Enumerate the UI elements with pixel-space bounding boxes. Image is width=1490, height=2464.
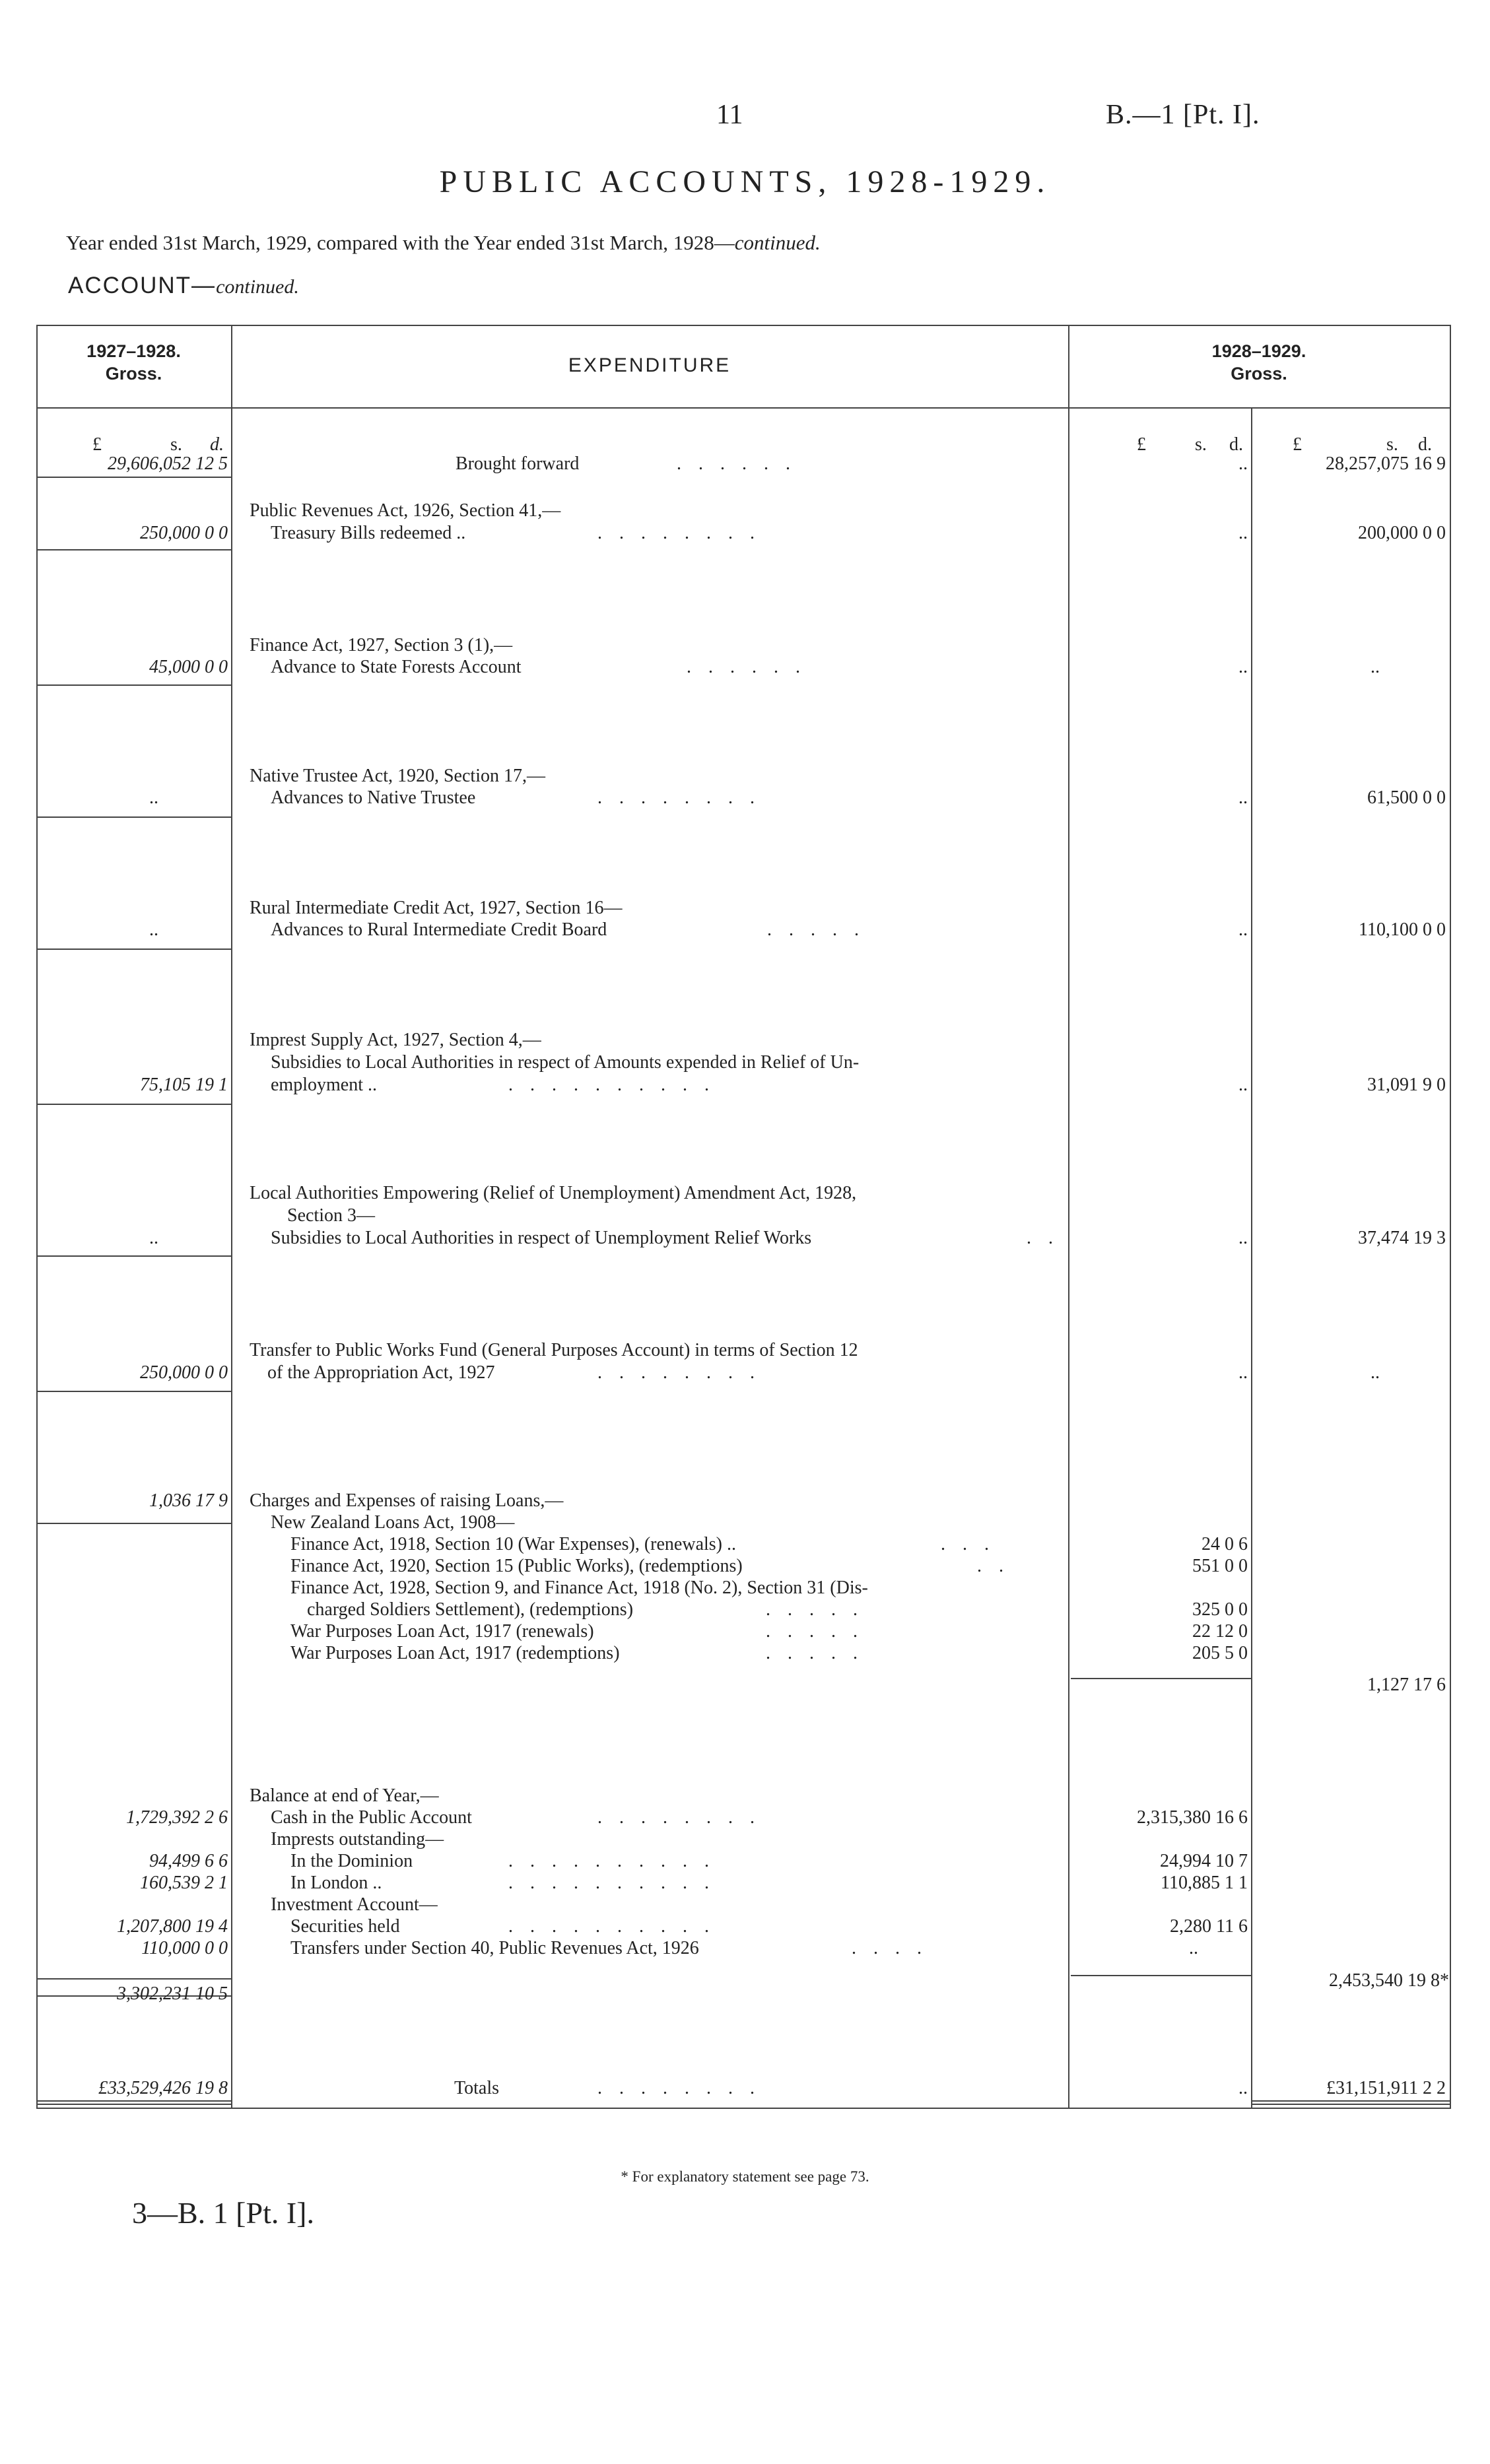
col-divider-3 <box>1251 407 1252 2108</box>
loan-item-amount: 551 0 0 <box>1192 1556 1248 1576</box>
gross-amount: .. <box>1371 1362 1380 1383</box>
row-heading: Public Revenues Act, 1926, Section 41,— <box>250 500 561 521</box>
row-heading-cont: Section 3— <box>287 1205 375 1226</box>
totals-rule <box>1251 2100 1450 2102</box>
loan-item-amount: 24 0 6 <box>1202 1534 1248 1554</box>
row-separator <box>36 549 231 550</box>
table-top-border <box>36 325 1451 326</box>
loan-item-amount: 22 12 0 <box>1192 1621 1248 1642</box>
leader-dots: ........ <box>597 787 772 808</box>
prev-amount: 1,036 17 9 <box>149 1490 228 1511</box>
detail-amount: .. <box>1238 2078 1248 2098</box>
loan-item-amount: 205 5 0 <box>1192 1643 1248 1663</box>
leader-dots: ..... <box>766 1621 875 1642</box>
row-subheading: New Zealand Loans Act, 1908— <box>271 1512 515 1533</box>
row-heading: Finance Act, 1927, Section 3 (1),— <box>250 635 513 655</box>
prev-amount: 75,105 19 1 <box>140 1075 228 1095</box>
row-heading: Rural Intermediate Credit Act, 1927, Section 16— <box>250 898 623 918</box>
balance-item-label: In the Dominion <box>290 1851 413 1871</box>
totals-rule <box>36 2100 231 2102</box>
detail-amount: 2,280 11 6 <box>1170 1916 1248 1937</box>
row-heading: Native Trustee Act, 1920, Section 17,— <box>250 766 545 786</box>
prev-amount: 29,606,052 12 5 <box>108 453 228 474</box>
detail-pound-symbol: £ <box>1137 434 1146 455</box>
prev-amount: .. <box>149 787 158 808</box>
loan-item-label: charged Soldiers Settlement), (redemptions) <box>307 1599 634 1620</box>
prev-shilling-symbol: s. <box>170 434 182 455</box>
subtitle-main: Year ended 31st March, 1929, compared with the Year ended 31st March, 1928— <box>66 231 735 254</box>
row-separator <box>36 1255 231 1257</box>
leader-dots: .... <box>852 1938 939 1958</box>
gross-amount: 200,000 0 0 <box>1358 523 1446 543</box>
page-number: 11 <box>716 100 743 130</box>
header-prev-year <box>36 340 231 385</box>
prev-amount: 250,000 0 0 <box>140 1362 228 1383</box>
row-heading: Balance at end of Year,— <box>250 1785 439 1806</box>
row-separator <box>36 816 231 818</box>
totals-rule <box>1251 2104 1450 2105</box>
leader-dots: .. <box>977 1556 1021 1576</box>
row-description-cont: employment .. <box>271 1075 377 1095</box>
leader-dots: ........ <box>597 2078 772 2098</box>
leader-dots: .......... <box>508 1851 726 1871</box>
subtitle <box>66 231 821 255</box>
document-reference: B.—1 [Pt. I]. <box>1106 100 1260 130</box>
balance-item-label: Securities held <box>290 1916 400 1937</box>
prev-amount: 45,000 0 0 <box>149 657 228 677</box>
prev-amount: .. <box>149 1228 158 1248</box>
leader-dots: ........ <box>597 1362 772 1383</box>
subtitle-continued: continued. <box>734 231 821 254</box>
leader-dots: ..... <box>766 1599 875 1620</box>
row-description: Advances to Rural Intermediate Credit Board <box>271 919 607 940</box>
row-heading: Imprest Supply Act, 1927, Section 4,— <box>250 1030 541 1050</box>
gross-total: £31,151,911 2 2 <box>1326 2078 1446 2098</box>
header-prev-gross-label: Gross. <box>105 364 162 383</box>
gross-amount: 2,453,540 19 8* <box>1329 1970 1449 1991</box>
balance-item-label: In London .. <box>290 1873 382 1893</box>
leader-dots: .......... <box>508 1873 726 1893</box>
prev-amount: 94,499 6 6 <box>149 1851 228 1871</box>
leader-dots: ........ <box>597 1807 772 1828</box>
gross-amount: 110,100 0 0 <box>1359 919 1446 940</box>
prev-total: £33,529,426 19 8 <box>98 2078 228 2098</box>
row-description: Subsidies to Local Authorities in respect of Unemployment Relief Works <box>271 1228 812 1248</box>
signature-mark: 3—B. 1 [Pt. I]. <box>132 2196 314 2230</box>
account-text: ACCOUNT— <box>68 273 217 298</box>
prev-pence-symbol: d. <box>210 434 224 455</box>
loan-item-label: Finance Act, 1920, Section 15 (Public Works), (redemptions) <box>290 1556 743 1576</box>
header-curr-year-label: 1928–1929. <box>1211 341 1306 361</box>
prev-amount: 250,000 0 0 <box>140 523 228 543</box>
account-label <box>68 273 299 299</box>
balance-item-label: Imprests outstanding— <box>271 1829 444 1849</box>
row-separator <box>36 1104 231 1105</box>
detail-amount: .. <box>1238 787 1248 808</box>
page-title: PUBLIC ACCOUNTS, 1928-1929. <box>439 164 1051 199</box>
prev-amount: 110,000 0 0 <box>141 1938 228 1958</box>
row-separator <box>36 949 231 950</box>
row-heading: Local Authorities Empowering (Relief of Unemployment) Amendment Act, 1928, <box>250 1183 857 1203</box>
row-description: Advance to State Forests Account <box>271 657 522 677</box>
detail-shilling-symbol: s. <box>1195 434 1207 455</box>
leader-dots: .......... <box>508 1075 726 1095</box>
detail-amount: 110,885 1 1 <box>1161 1873 1248 1893</box>
gross-amount: 28,257,075 16 9 <box>1326 453 1446 474</box>
balance-item-label: Transfers under Section 40, Public Revenues Act, 1926 <box>290 1938 699 1958</box>
gross-amount: 1,127 17 6 <box>1367 1675 1446 1695</box>
prev-subtotal: 3,302,231 10 5 <box>117 1983 228 2004</box>
prev-amount: .. <box>149 919 158 940</box>
header-curr-year <box>1068 340 1450 385</box>
row-description: Brought forward <box>456 453 580 474</box>
detail-amount: .. <box>1238 657 1248 677</box>
gross-amount: .. <box>1371 657 1380 677</box>
table-bottom-border <box>36 2108 1451 2109</box>
row-separator <box>36 477 231 478</box>
detail-amount: 24,994 10 7 <box>1160 1851 1248 1871</box>
row-separator <box>36 684 231 686</box>
leader-dots: .......... <box>508 1916 726 1937</box>
col-divider-1 <box>231 325 232 2108</box>
row-description: Treasury Bills redeemed .. <box>271 523 466 543</box>
loan-item-label: War Purposes Loan Act, 1917 (renewals) <box>290 1621 594 1642</box>
gross-shilling-symbol: s. <box>1386 434 1398 455</box>
row-description: Advances to Native Trustee <box>271 787 476 808</box>
balance-item-label: Cash in the Public Account <box>271 1807 472 1828</box>
row-description: Subsidies to Local Authorities in respect of Amounts expended in Relief of Un- <box>271 1052 860 1073</box>
header-expenditure: EXPENDITURE <box>568 354 731 376</box>
col-divider-2 <box>1068 325 1069 2108</box>
leader-dots: ..... <box>766 1643 875 1663</box>
loan-item-label: War Purposes Loan Act, 1917 (redemptions) <box>290 1643 620 1663</box>
leader-dots: ... <box>941 1534 1006 1554</box>
totals-rule <box>36 2104 231 2105</box>
prev-amount: 1,729,392 2 6 <box>126 1807 228 1828</box>
detail-amount: .. <box>1238 523 1248 543</box>
leader-dots: ...... <box>677 453 807 474</box>
loan-item-amount: 325 0 0 <box>1192 1599 1248 1620</box>
gross-amount: 31,091 9 0 <box>1367 1075 1446 1095</box>
gross-pound-symbol: £ <box>1293 434 1302 455</box>
gross-pence-symbol: d. <box>1418 434 1432 455</box>
table-right-border <box>1450 325 1451 2108</box>
gross-amount: 61,500 0 0 <box>1367 787 1446 808</box>
footnote: * For explanatory statement see page 73. <box>621 2168 869 2185</box>
detail-amount: .. <box>1238 919 1248 940</box>
leader-dots: ..... <box>767 919 876 940</box>
balance-item-label: Investment Account— <box>271 1894 438 1915</box>
row-separator <box>36 1523 231 1524</box>
detail-pence-symbol: d. <box>1229 434 1243 455</box>
detail-amount: .. <box>1238 1075 1248 1095</box>
detail-amount: .. <box>1238 453 1248 474</box>
header-curr-gross-label: Gross. <box>1231 364 1287 383</box>
row-separator <box>36 1391 231 1392</box>
account-continued: continued. <box>216 276 299 298</box>
loan-item-label: Finance Act, 1928, Section 9, and Finance Act, 1918 (No. 2), Section 31 (Dis- <box>290 1578 868 1598</box>
row-separator <box>36 1978 231 1980</box>
gross-amount: 37,474 19 3 <box>1358 1228 1446 1248</box>
loan-item-label: Finance Act, 1918, Section 10 (War Expenses), (renewals) .. <box>290 1534 736 1554</box>
totals-label: Totals <box>454 2078 500 2098</box>
leader-dots: .. <box>1027 1228 1070 1248</box>
table-left-border <box>36 325 38 2108</box>
prev-amount: 1,207,800 19 4 <box>117 1916 228 1937</box>
row-heading: Charges and Expenses of raising Loans,— <box>250 1490 564 1511</box>
leader-dots: ...... <box>687 657 817 677</box>
detail-amount: .. <box>1238 1362 1248 1383</box>
detail-amount: .. <box>1189 1938 1198 1958</box>
subtotal-rule <box>1071 1975 1251 1976</box>
row-description-cont: of the Appropriation Act, 1927 <box>267 1362 495 1383</box>
prev-amount: 160,539 2 1 <box>140 1873 228 1893</box>
row-description: Transfer to Public Works Fund (General Purposes Account) in terms of Section 12 <box>250 1340 858 1360</box>
table-header-border <box>36 407 1451 409</box>
detail-amount: 2,315,380 16 6 <box>1137 1807 1248 1828</box>
subtotal-rule <box>1071 1678 1251 1679</box>
header-prev-year-label: 1927–1928. <box>86 341 181 361</box>
detail-amount: .. <box>1238 1228 1248 1248</box>
prev-pound-symbol: £ <box>92 434 102 455</box>
leader-dots: ........ <box>597 523 772 543</box>
